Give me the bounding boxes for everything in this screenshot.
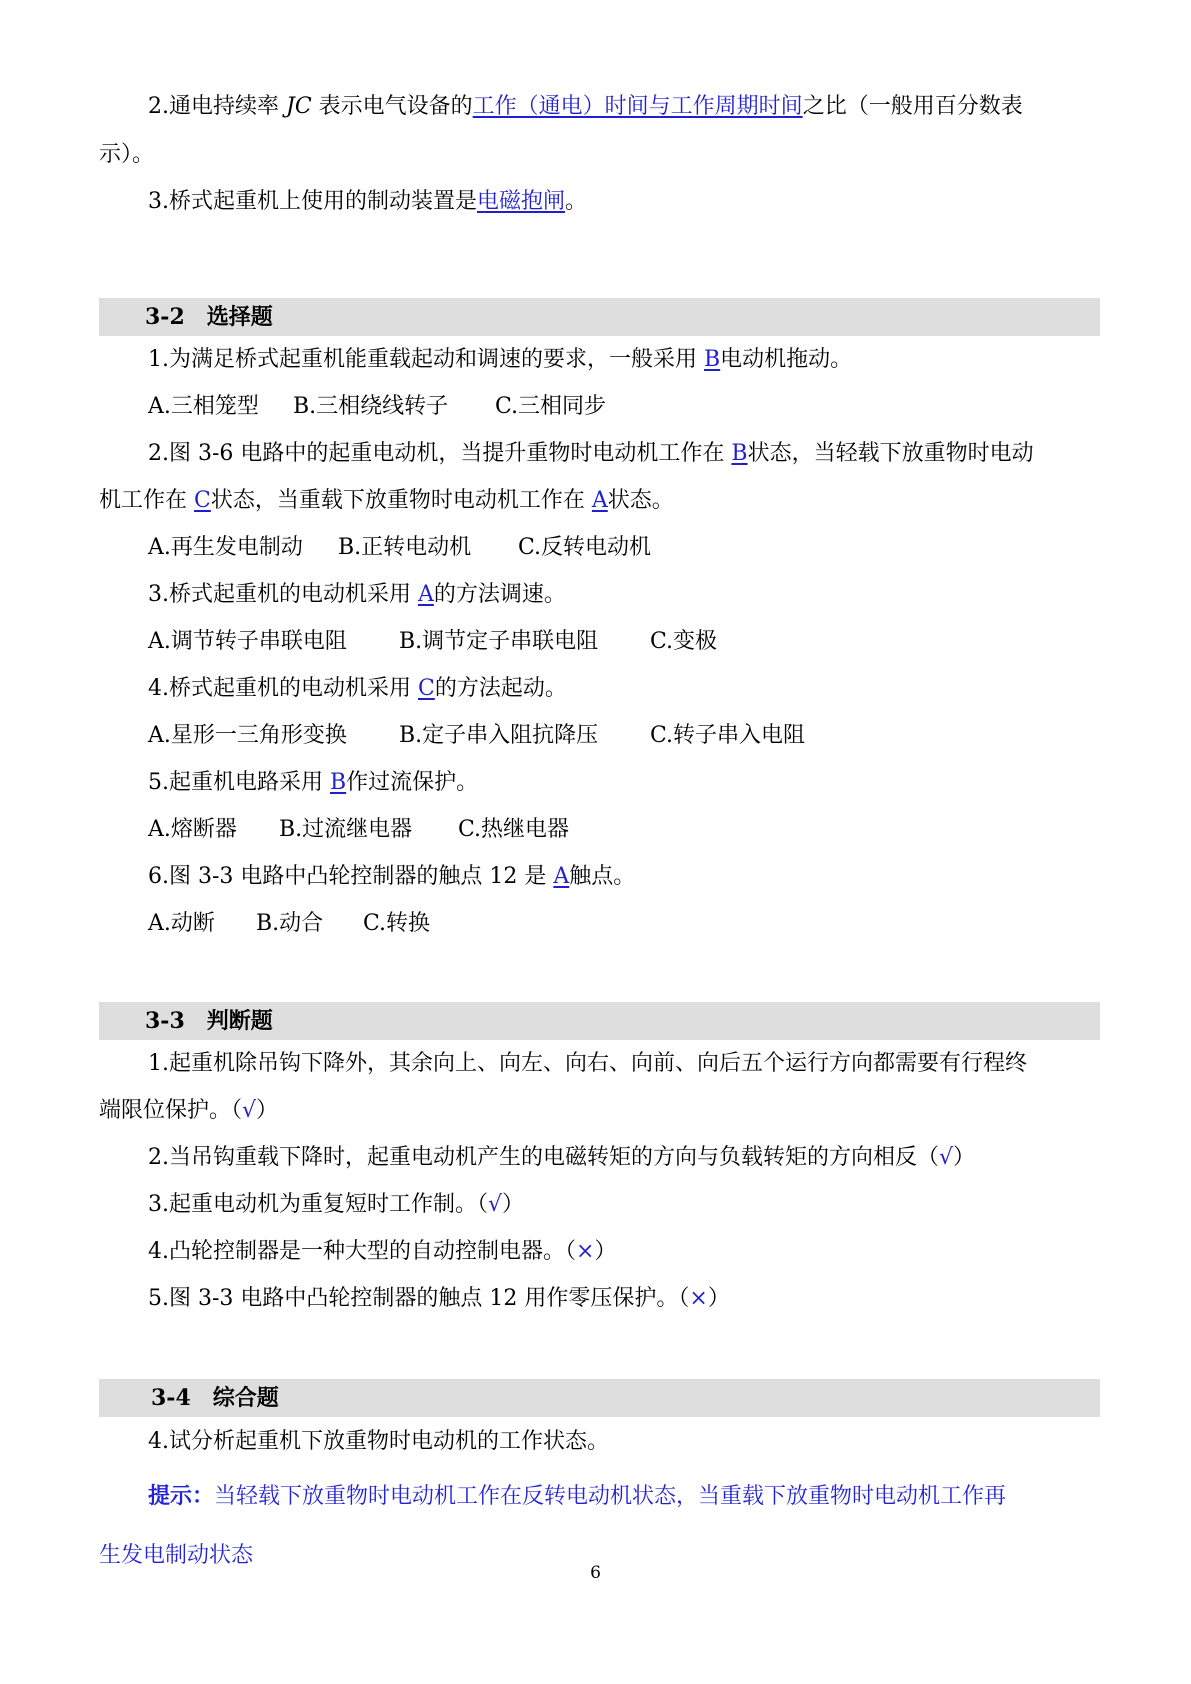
option-c: C.转换 — [363, 911, 431, 936]
judge-question-4 — [148, 1237, 616, 1267]
option-a: A.动断 — [148, 911, 215, 936]
question-text: 1.为满足桥式起重机能重载起动和调速的要求，一般采用 — [148, 347, 697, 372]
question-text: 5.图 3-3 电路中凸轮控制器的触点 12 用作零压保护。（ — [148, 1286, 690, 1311]
option-a: A.熔断器 — [148, 817, 237, 842]
option-a: A.星形一三角形变换 — [148, 723, 347, 748]
question-text: 机工作在 — [99, 488, 188, 513]
choice-question-2-cont — [99, 486, 674, 516]
section-header-3-4 — [99, 1379, 1100, 1417]
fill-question-3 — [148, 187, 587, 217]
option-a: A.调节转子串联电阻 — [148, 629, 347, 654]
choice-options-6 — [148, 909, 430, 939]
question-text: 作过流保护。 — [346, 770, 479, 795]
question-text: ） — [256, 1098, 279, 1123]
option-b: B.正转电动机 — [338, 535, 472, 560]
option-c: C.热继电器 — [458, 817, 570, 842]
section-header-3-2 — [99, 298, 1100, 336]
choice-question-5 — [148, 768, 478, 798]
question-text: 触点。 — [569, 864, 636, 889]
choice-options-2 — [148, 533, 651, 563]
choice-options-1 — [148, 392, 606, 422]
judge-question-3 — [148, 1190, 524, 1220]
question-text: 2.通电持续率 — [148, 94, 279, 119]
option-a: A.三相笼型 — [148, 394, 259, 419]
choice-question-4 — [148, 674, 567, 704]
option-c: C.变极 — [650, 629, 718, 654]
option-b: B.三相绕线转子 — [293, 394, 449, 419]
question-text: 3.起重电动机为重复短时工作制。（ — [148, 1192, 488, 1217]
section-title: 3-2 选择题 — [145, 304, 273, 330]
answer-mark: × — [576, 1239, 595, 1264]
symbol-jc: JC — [286, 94, 312, 119]
question-text: 状态，当轻载下放重物时电动 — [747, 441, 1034, 466]
question-text: 状态。 — [607, 488, 674, 513]
answer-mark: √ — [488, 1192, 503, 1217]
judge-question-5 — [148, 1284, 730, 1314]
question-text: 4.凸轮控制器是一种大型的自动控制电器。（ — [148, 1239, 576, 1264]
answer-text: A — [591, 488, 608, 513]
choice-question-6 — [148, 862, 635, 892]
section-title: 3-4 综合题 — [151, 1385, 279, 1411]
hint-label: 提示： — [148, 1484, 215, 1509]
answer-text: C — [418, 676, 435, 701]
judge-question-1: 1.起重机除吊钩下降外，其余向上、向左、向右、向前、向后五个运行方向都需要有行程终 — [148, 1051, 1027, 1076]
option-c: C.三相同步 — [495, 394, 607, 419]
question-text: 2.当吊钩重载下降时，起重电动机产生的电磁转矩的方向与负载转矩的方向相反（ — [148, 1145, 939, 1170]
question-text: ） — [502, 1192, 525, 1217]
answer-text: A — [418, 582, 434, 607]
choice-options-4 — [148, 721, 805, 751]
answer-text: B — [731, 441, 748, 466]
answer-text: A — [553, 864, 570, 889]
question-text: 表示电气设备的 — [318, 94, 473, 119]
hint-line-2: 生发电制动状态 — [99, 1543, 254, 1568]
option-b: B.定子串入阻抗降压 — [399, 723, 599, 748]
choice-question-2 — [148, 439, 1034, 469]
question-text: 5.起重机电路采用 — [148, 770, 323, 795]
answer-text: B — [330, 770, 347, 795]
question-text: 端限位保护。（ — [99, 1098, 243, 1123]
question-text: 的方法起动。 — [434, 676, 567, 701]
option-b: B.过流继电器 — [279, 817, 413, 842]
option-c: C.转子串入电阻 — [650, 723, 806, 748]
option-b: B.调节定子串联电阻 — [399, 629, 599, 654]
judge-question-2 — [148, 1143, 975, 1173]
hint-text: 当轻载下放重物时电动机工作在反转电动机状态，当重载下放重物时电动机工作再 — [214, 1484, 1007, 1509]
page-number: 6 — [590, 1563, 601, 1583]
question-text: ） — [594, 1239, 617, 1264]
judge-question-1-cont — [99, 1096, 278, 1126]
choice-options-5 — [148, 815, 569, 845]
question-text: 3.桥式起重机上使用的制动装置是 — [148, 189, 477, 214]
answer-mark: √ — [939, 1145, 954, 1170]
comprehensive-question-4: 4.试分析起重机下放重物时电动机的工作状态。 — [148, 1429, 609, 1454]
question-text: 6.图 3-3 电路中凸轮控制器的触点 12 是 — [148, 864, 547, 889]
option-a: A.再生发电制动 — [148, 535, 303, 560]
question-text: 状态，当重载下放重物时电动机工作在 — [210, 488, 585, 513]
question-text: 2.图 3-6 电路中的起重电动机，当提升重物时电动机工作在 — [148, 441, 725, 466]
question-text: 。 — [565, 189, 588, 214]
answer-text: 电磁抱闸 — [477, 189, 566, 214]
section-header-3-3 — [99, 1002, 1100, 1040]
option-b: B.动合 — [256, 911, 324, 936]
hint-line-1 — [148, 1482, 1006, 1512]
fill-question-2 — [148, 92, 1023, 122]
question-text: 3.桥式起重机的电动机采用 — [148, 582, 411, 607]
answer-mark: √ — [242, 1098, 257, 1123]
answer-text: C — [194, 488, 211, 513]
question-text: 4.桥式起重机的电动机采用 — [148, 676, 411, 701]
question-text: ） — [707, 1286, 730, 1311]
fill-question-2-cont: 示）。 — [99, 142, 155, 167]
question-text: 之比（一般用百分数表 — [802, 94, 1023, 119]
choice-question-3 — [148, 580, 566, 610]
option-c: C.反转电动机 — [518, 535, 652, 560]
answer-text: 工作（通电）时间与工作周期时间 — [472, 94, 803, 119]
question-text: 的方法调速。 — [433, 582, 566, 607]
section-title: 3-3 判断题 — [145, 1008, 273, 1034]
answer-mark: × — [689, 1286, 708, 1311]
choice-options-3 — [148, 627, 717, 657]
answer-text: B — [704, 347, 721, 372]
question-text: 电动机拖动。 — [720, 347, 853, 372]
choice-question-1 — [148, 345, 852, 375]
question-text: ） — [953, 1145, 976, 1170]
